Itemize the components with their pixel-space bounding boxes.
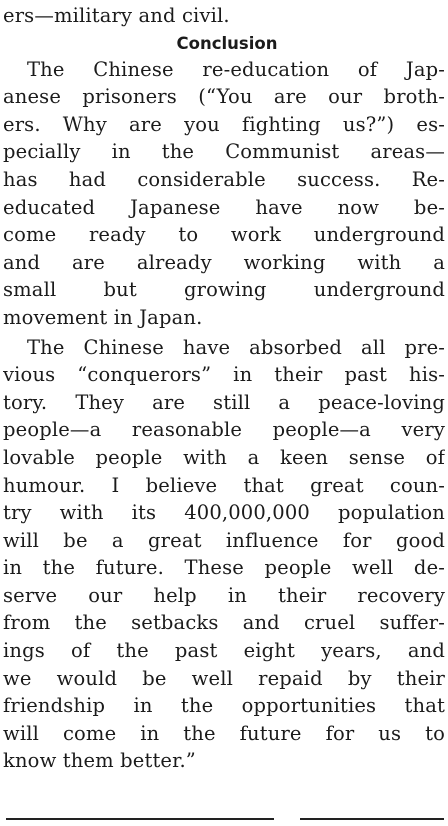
paragraph-line: movement in Japan. bbox=[3, 305, 203, 329]
divider-rule-right bbox=[300, 818, 444, 820]
paragraph-line: The Chinese have absorbed all pre- bbox=[27, 335, 445, 359]
paragraph-line: friendship in the opportunities that bbox=[3, 694, 445, 718]
paragraph-line: try with its 400,000,000 population bbox=[3, 501, 445, 525]
paragraph-line: vious “conquerors” in their past his- bbox=[3, 363, 445, 387]
paragraph-line: in the future. These people well de- bbox=[3, 556, 445, 580]
opening-line: ers—military and civil. bbox=[3, 4, 230, 27]
paragraph-line: we would be well repaid by their bbox=[3, 666, 445, 690]
paragraph-2 bbox=[3, 334, 445, 776]
paragraph-line: come ready to work underground bbox=[3, 223, 445, 247]
paragraph-line: will come in the future for us to bbox=[3, 721, 445, 745]
paragraph-line: from the setbacks and cruel suffer- bbox=[3, 611, 445, 635]
paragraph-line: anese prisoners (“You are our broth- bbox=[3, 85, 445, 109]
paragraph-line: tory. They are still a peace-loving bbox=[3, 390, 445, 414]
paragraph-line: small but growing underground bbox=[3, 278, 445, 302]
paragraph-line: humour. I believe that great coun- bbox=[3, 473, 445, 497]
column-end-rule bbox=[0, 818, 448, 824]
paragraph-line: The Chinese re-education of Jap- bbox=[27, 57, 445, 81]
paragraph-line: lovable people with a keen sense of bbox=[3, 445, 445, 469]
section-heading: Conclusion bbox=[176, 33, 278, 53]
paragraph-1 bbox=[3, 56, 445, 332]
paragraph-line: educated Japanese have now be- bbox=[3, 195, 445, 219]
divider-rule-left bbox=[6, 818, 274, 820]
paragraph-line: pecially in the Communist areas— bbox=[3, 140, 445, 164]
article-column bbox=[3, 2, 445, 775]
paragraph-line: serve our help in their recovery bbox=[3, 583, 445, 607]
paragraph-line: will be a great influence for good bbox=[3, 528, 445, 552]
paragraph-line: ings of the past eight years, and bbox=[3, 639, 445, 663]
paragraph-line: ers. Why are you fighting us?”) es- bbox=[3, 112, 445, 136]
paragraph-line: know them better.” bbox=[3, 749, 196, 773]
paragraph-line: has had considerable success. Re- bbox=[3, 167, 445, 191]
paragraph-line: and are already working with a bbox=[3, 250, 445, 274]
paragraph-line: people—a reasonable people—a very bbox=[3, 418, 445, 442]
